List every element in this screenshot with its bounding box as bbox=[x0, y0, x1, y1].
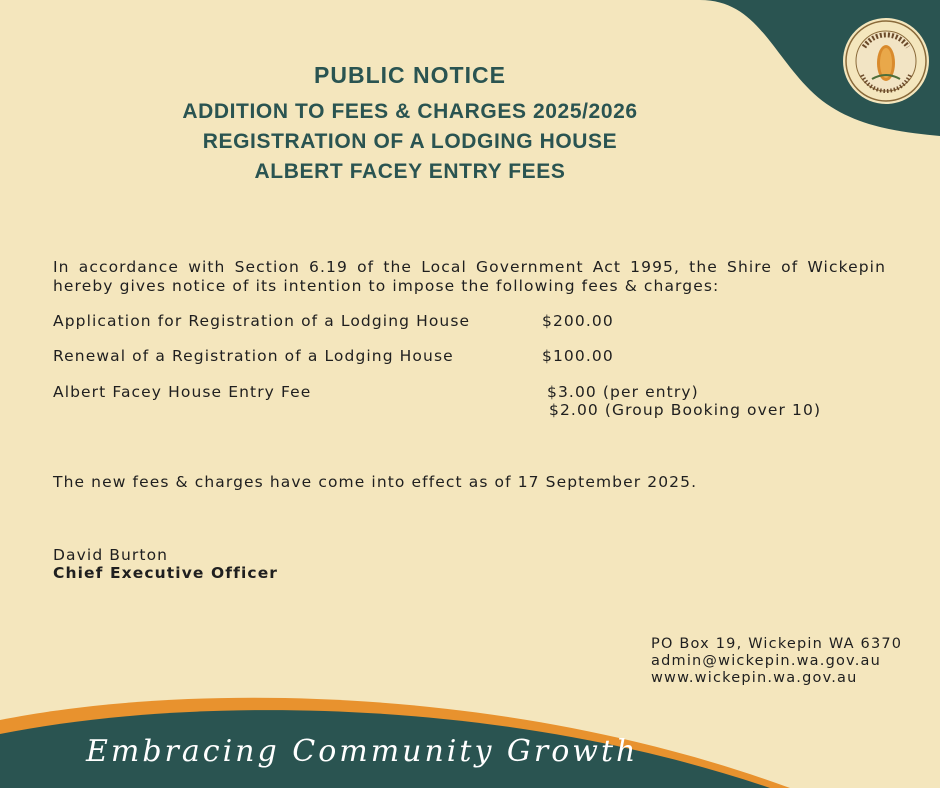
fee-label-renewal: Renewal of a Registration of a Lodging House bbox=[53, 347, 454, 365]
fee-amount-renewal: $100.00 bbox=[542, 347, 614, 365]
contact-email[interactable]: admin@wickepin.wa.gov.au bbox=[651, 653, 881, 669]
notice-subtitle-facey: ALBERT FACEY ENTRY FEES bbox=[254, 160, 566, 183]
fee-amount-facey: $3.00 (per entry) bbox=[547, 383, 699, 401]
contact-website[interactable]: www.wickepin.wa.gov.au bbox=[651, 670, 858, 686]
signer-title: Chief Executive Officer bbox=[53, 564, 279, 582]
fee-label-facey: Albert Facey House Entry Fee bbox=[53, 383, 312, 401]
shire-seal-logo bbox=[842, 17, 930, 105]
notice-title: PUBLIC NOTICE bbox=[314, 62, 506, 88]
contact-address: PO Box 19, Wickepin WA 6370 bbox=[651, 636, 903, 652]
fee-amount-facey-group: $2.00 (Group Booking over 10) bbox=[549, 401, 822, 419]
fee-amount-application: $200.00 bbox=[542, 312, 614, 330]
signer-name: David Burton bbox=[53, 546, 169, 564]
intro-paragraph: In accordance with Section 6.19 of the Local Government Act 1995, the Shire of Wickepin hereby gives notice of its intention to impose the following fees & charges: bbox=[53, 258, 886, 295]
tagline: Embracing Community Growth bbox=[86, 734, 639, 769]
notice-subtitle-fees: ADDITION TO FEES & CHARGES 2025/2026 bbox=[182, 100, 638, 123]
effective-date-text: The new fees & charges have come into effect as of 17 September 2025. bbox=[53, 473, 698, 491]
notice-subtitle-lodging: REGISTRATION OF A LODGING HOUSE bbox=[202, 130, 618, 153]
fee-label-application: Application for Registration of a Lodging House bbox=[53, 312, 471, 330]
